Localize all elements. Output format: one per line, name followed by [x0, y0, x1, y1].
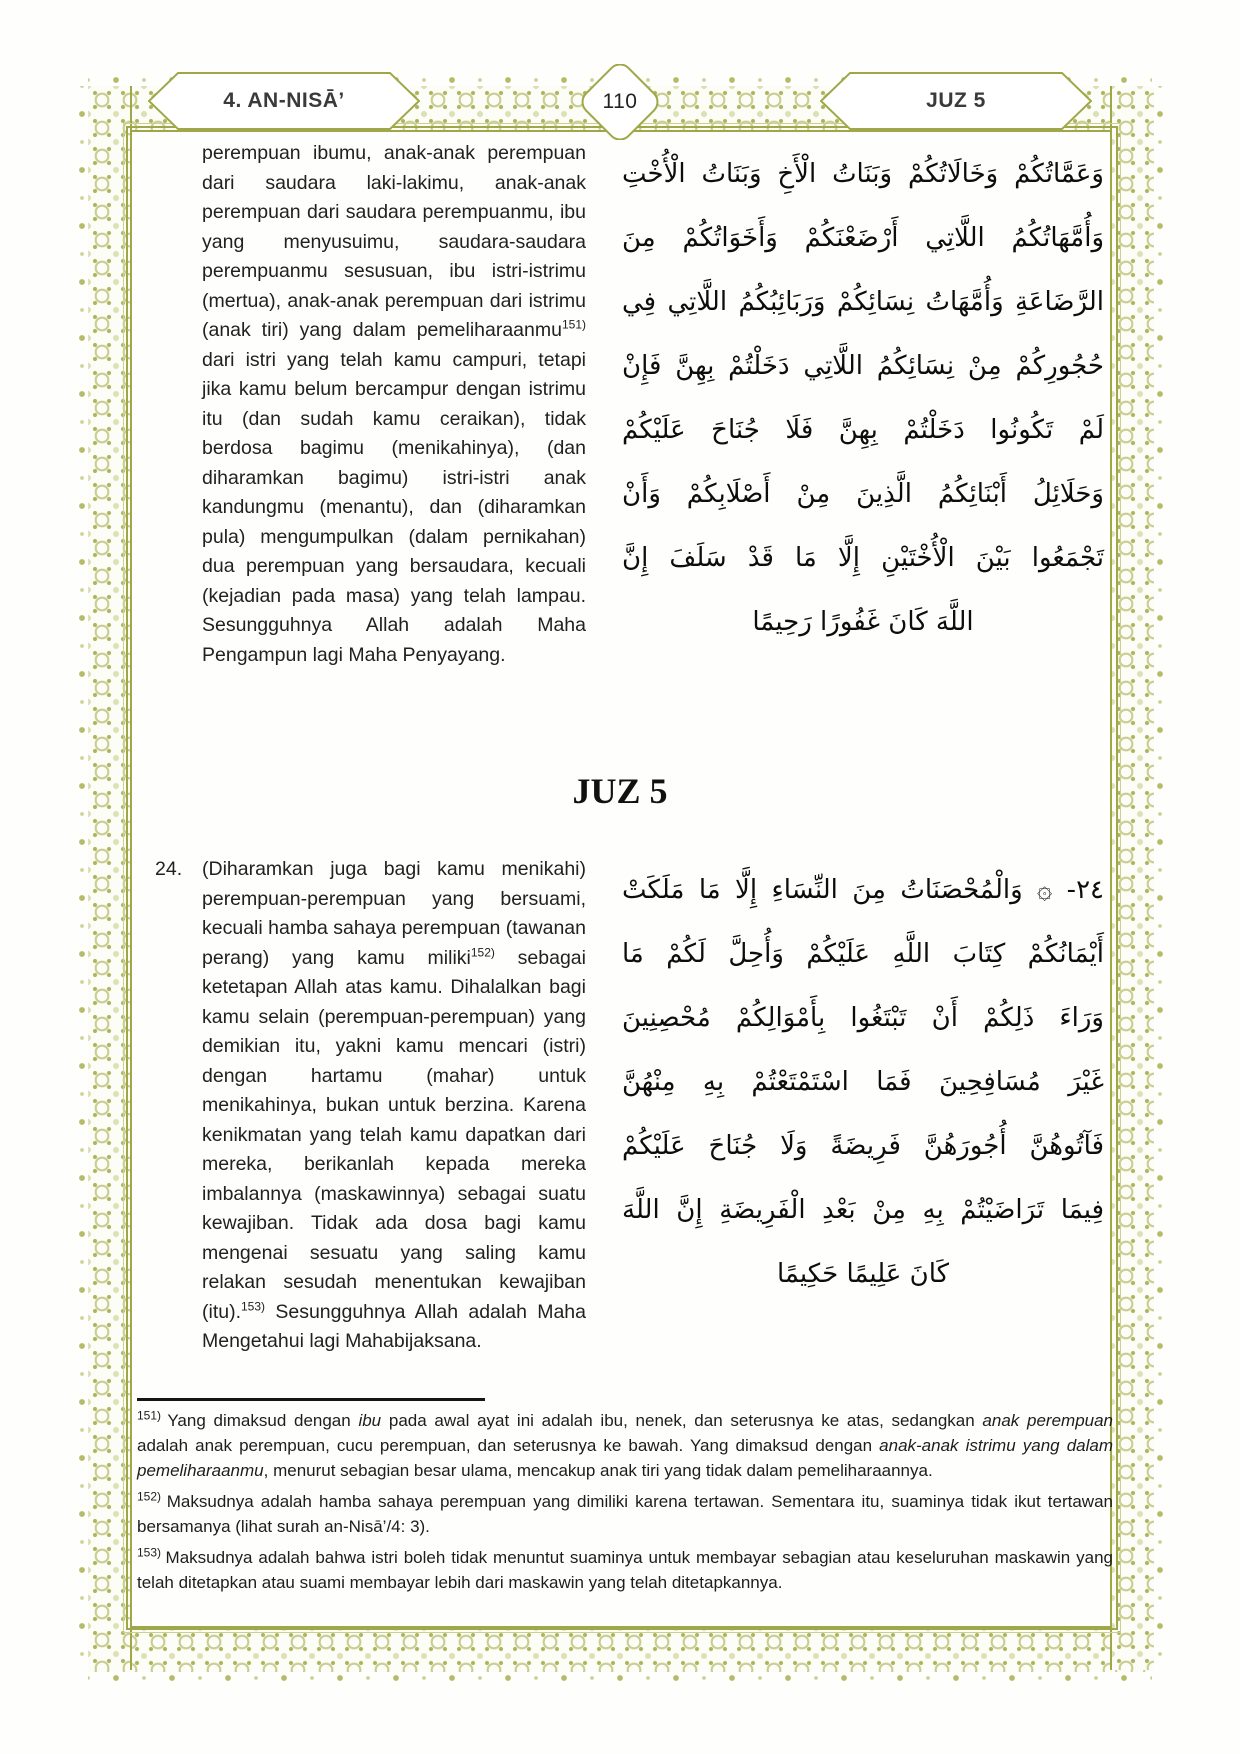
juz-cartouche — [820, 72, 1092, 130]
page-number-badge — [572, 64, 668, 140]
arabic-line: وَأُمَّهَاتُكُمُ اللَّاتِي أَرْضَعْنَكُمْ وَأَخَوَاتُكُمْ مِنَ — [622, 223, 1104, 253]
footnote-153: $^{153)}$ Maksudnya adalah bahwa istri boleh tidak menuntut suaminya untuk membayar sebagian atau keseluruhan maskawin yang telah ditetapkan atau suami membayar lebih dari maskawin yang telah ditetapkannya. — [137, 1545, 1113, 1592]
juz-header-label: JUZ 5 — [926, 89, 986, 112]
footnote-152: $^{152)}$ Maksudnya adalah hamba sahaya perempuan yang dimiliki karena tertawan. Sementara itu, suaminya tidak ikut tertawan bersamanya (lihat surah an-Nisā’/4: 3). — [137, 1489, 1113, 1536]
translation-verse-23: perempuan ibumu, anak-anak perempuan dari saudara laki-lakimu, anak-anak perempuan dari saudara perempuanmu, ibu yang menyusuimu, saudara-saudara perempuanmu sesusuan, ibu istri-istrimu (mertua), anak-anak perempuan dari istrimu (anak tiri) yang dalam pemeliharaanmu$^{151)}$ dari istri yang telah kamu campuri, tetapi jika kamu belum bercampur dengan istrimu itu (dan sudah kamu ceraikan), tidak berdosa bagimu (menikahinya), (dan diharamkan bagimu) istri-istri anak kandungmu (menantu), dan (diharamkan pula) mengumpulkan (dalam pernikahan) dua perempuan yang bersaudara, kecuali (kejadian pada masa) yang telah lampau. Sesungguhnya Allah adalah Maha Pengampun lagi Maha Penyayang. — [202, 142, 586, 666]
footnote-151: $^{151)}$ Yang dimaksud dengan ibu pada awal ayat ini adalah ibu, nenek, dan seterusnya ke atas, sedangkan anak perempuan adalah anak perempuan, cucu perempuan, dan seterusnya ke bawah. Yang dimaksud dengan anak-anak istrimu yang dalam pemeliharaanmu, menurut sebagian besar ulama, mencakup anak tiri yang tidak dalam pemeliharaannya. — [137, 1408, 1114, 1480]
arabic-line: لَمْ تَكُونُوا دَخَلْتُمْ بِهِنَّ فَلَا جُنَاحَ عَلَيْكُمْ — [622, 415, 1104, 445]
border-ornament-left — [88, 86, 132, 1670]
surah-title: 4. AN-NISĀ’ — [223, 89, 345, 112]
arabic-line: كَانَ عَلِيمًا حَكِيمًا — [776, 1259, 950, 1289]
arabic-line: حُجُورِكُمْ مِنْ نِسَائِكُمُ اللَّاتِي دَخَلْتُمْ بِهِنَّ فَإِنْ — [622, 351, 1104, 381]
arabic-line: الرَّضَاعَةِ وَأُمَّهَاتُ نِسَائِكُمْ وَرَبَائِبُكُمُ اللَّاتِي فِي — [622, 287, 1104, 317]
arabic-line: أَيْمَانُكُمْ كِتَابَ اللَّهِ عَلَيْكُمْ وَأُحِلَّ لَكُمْ مَا — [622, 939, 1104, 969]
arabic-line: تَجْمَعُوا بَيْنَ الْأُخْتَيْنِ إِلَّا مَا قَدْ سَلَفَ إِنَّ — [622, 543, 1104, 573]
arabic-verse-24 — [622, 858, 1104, 1306]
juz-section-heading: JUZ 5 — [572, 771, 668, 811]
border-ornament-right — [1110, 86, 1154, 1670]
arabic-verse-23 — [622, 142, 1104, 654]
arabic-line: وَعَمَّاتُكُمْ وَخَالَاتُكُمْ وَبَنَاتُ الْأَخِ وَبَنَاتُ الْأُخْتِ — [622, 159, 1104, 189]
translation-verse-24: (Diharamkan juga bagi kamu menikahi) perempuan-perempuan yang bersuami, kecuali hamba sahaya perempuan (tawanan perang) yang kamu miliki$^{152)}$ sebagai ketetapan Allah atas kamu. Dihalalkan bagi kamu selain (perempuan-perempuan) yang demikian itu, yakni kamu mencari (istri) dengan hartamu (mahar) untuk menikahinya, bukan untuk berzina. Karena kenikmatan yang telah kamu dapatkan dari mereka, berikanlah kepada mereka imbalannya (maskawinnya) sebagai suatu kewajiban. Tidak ada dosa bagi kamu mengenai sesuatu yang saling kamu relakan sesudah menentukan kewajiban (itu).$^{153)}$ Sesungguhnya Allah adalah Maha Mengetahui lagi Mahabijaksana. — [202, 858, 586, 1352]
arabic-line: وَرَاءَ ذَلِكُمْ أَنْ تَبْتَغُوا بِأَمْوَالِكُمْ مُحْصِنِينَ — [622, 1003, 1104, 1033]
arabic-line: فَآتُوهُنَّ أُجُورَهُنَّ فَرِيضَةً وَلَا جُنَاحَ عَلَيْكُمْ — [622, 1131, 1104, 1161]
surah-title-cartouche — [148, 72, 420, 130]
border-ornament-bottom — [88, 1626, 1152, 1672]
arabic-line: اللَّهَ كَانَ غَفُورًا رَحِيمًا — [752, 607, 974, 637]
arabic-line: غَيْرَ مُسَافِحِينَ فَمَا اسْتَمْتَعْتُمْ بِهِ مِنْهُنَّ — [622, 1067, 1104, 1097]
footnote-separator — [137, 1398, 485, 1401]
page-number: 110 — [602, 90, 638, 113]
arabic-line: وَحَلَائِلُ أَبْنَائِكُمُ الَّذِينَ مِنْ أَصْلَابِكُمْ وَأَنْ — [622, 479, 1104, 509]
verse-24-number: 24. — [155, 858, 183, 880]
arabic-line: ٢٤- ۞ وَالْمُحْصَنَاتُ مِنَ النِّسَاءِ إِلَّا مَا مَلَكَتْ — [622, 875, 1104, 905]
arabic-line: فِيمَا تَرَاضَيْتُمْ بِهِ مِنْ بَعْدِ الْفَرِيضَةِ إِنَّ اللَّهَ — [622, 1195, 1104, 1225]
footnotes-block — [137, 1408, 1113, 1601]
